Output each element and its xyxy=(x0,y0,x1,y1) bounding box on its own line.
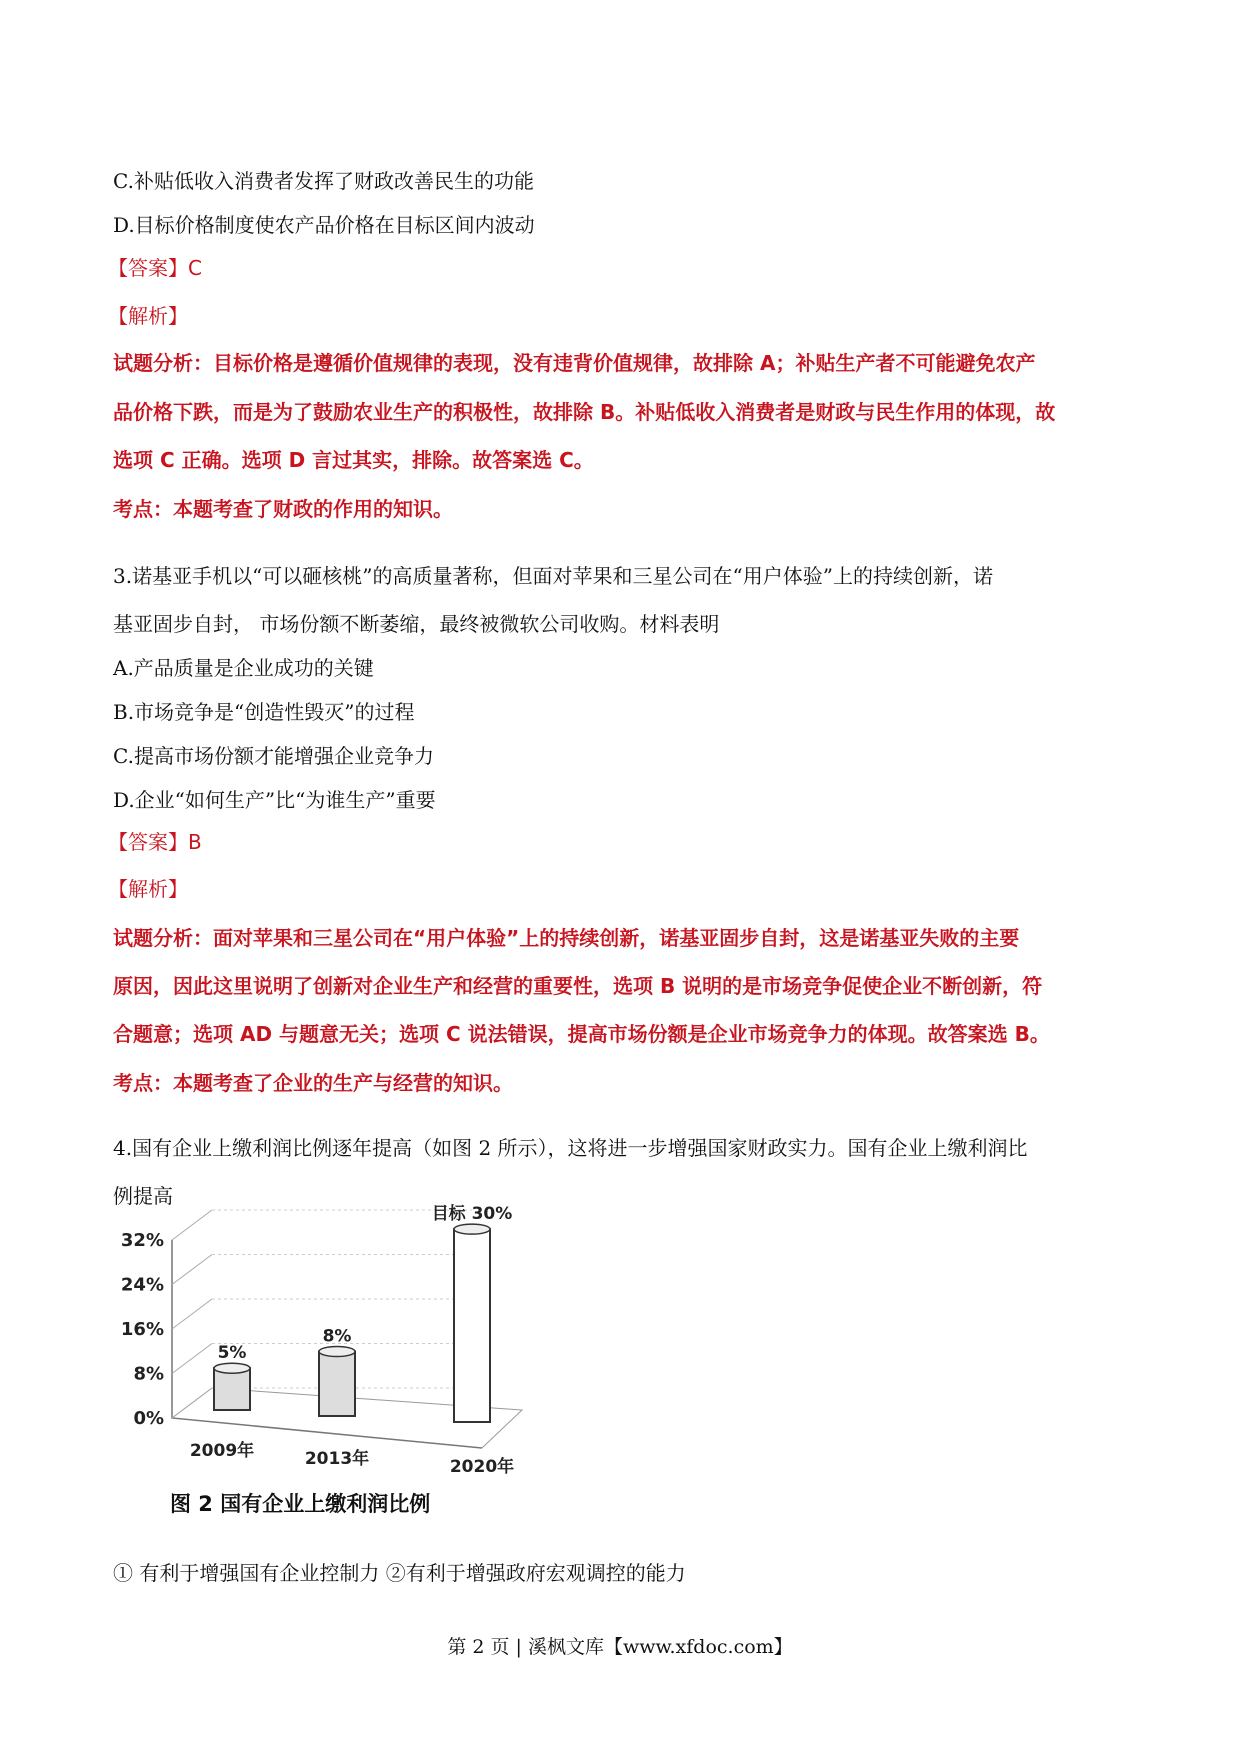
q3-option-c: C.提高市场份额才能增强企业竞争力 xyxy=(113,744,434,768)
q3-analysis-line-3: 合题意；选项 AD 与题意无关；选项 C 说法错误，提高市场份额是企业市场竞争力的体现。故答案选 B。 xyxy=(113,1022,1050,1046)
q2-analysis-line-1: 试题分析：目标价格是遵循价值规律的表现，没有违背价值规律，故排除 A；补贴生产者不可能避免农产 xyxy=(113,351,1036,375)
bar-body xyxy=(214,1368,250,1410)
q3-option-a: A.产品质量是企业成功的关键 xyxy=(113,656,374,680)
answer-value: B xyxy=(188,830,202,854)
x-tick-label: 2013年 xyxy=(304,1449,370,1469)
q4-stem-line-1: 4.国有企业上缴利润比例逐年提高（如图 2 所示），这将进一步增强国家财政实力。国有企业上缴利润比 xyxy=(113,1136,1028,1160)
bar xyxy=(454,1224,490,1422)
bar-body xyxy=(319,1352,355,1417)
x-tick-label: 2020年 xyxy=(449,1457,515,1477)
q2-option-d: D.目标价格制度使农产品价格在目标区间内波动 xyxy=(113,213,535,237)
q4-options-1-2: ① 有利于增强国有企业控制力 ②有利于增强政府宏观调控的能力 xyxy=(113,1561,686,1585)
q3-answer xyxy=(108,826,202,855)
y-tick-label: 32% xyxy=(120,1230,164,1251)
page-footer: 第 2 页 | 溪枫文库【www.xfdoc.com】 xyxy=(447,1636,793,1658)
q3-analysis-line-2: 原因，因此这里说明了创新对企业生产和经营的重要性，选项 B 说明的是市场竞争促使企业不断创新，符 xyxy=(113,974,1043,998)
y-tick-label: 0% xyxy=(133,1408,164,1429)
gridline xyxy=(172,1210,212,1240)
gridline xyxy=(172,1299,212,1329)
data-label: 8% xyxy=(322,1326,352,1347)
gridline xyxy=(172,1388,212,1418)
q2-point: 考点：本题考查了财政的作用的知识。 xyxy=(113,497,453,521)
answer-value: C xyxy=(188,256,202,280)
bar xyxy=(214,1363,250,1410)
q3-stem-line-2: 基亚固步自封， 市场份额不断萎缩，最终被微软公司收购。材料表明 xyxy=(113,612,720,636)
q3-analysis-line-1: 试题分析：面对苹果和三星公司在“用户体验”上的持续创新，诺基亚固步自封，这是诺基亚失败的主要 xyxy=(113,926,1020,950)
profit-ratio-bar-chart xyxy=(110,1204,530,1488)
q3-option-d: D.企业“如何生产”比“为谁生产”重要 xyxy=(113,788,436,812)
q3-point: 考点：本题考查了企业的生产与经营的知识。 xyxy=(113,1071,513,1095)
bar xyxy=(319,1347,355,1417)
q2-analysis-line-3: 选项 C 正确。选项 D 言过其实，排除。故答案选 C。 xyxy=(113,448,594,472)
gridline xyxy=(172,1255,212,1285)
y-tick-label: 24% xyxy=(120,1274,164,1296)
q2-analysis-line-2: 品价格下跌，而是为了鼓励农业生产的积极性，故排除 B。补贴低收入消费者是财政与民生作用的体现，故 xyxy=(113,400,1056,424)
q3-stem-line-1: 3.诺基亚手机以“可以砸核桃”的高质量著称，但面对苹果和三星公司在“用户体验”上的持续创新，诺 xyxy=(113,564,993,588)
y-tick-label: 16% xyxy=(120,1319,164,1340)
q2-option-c: C.补贴低收入消费者发挥了财政改善民生的功能 xyxy=(113,169,534,193)
answer-tag: 【答案】 xyxy=(108,830,188,854)
q3-analysis-tag: 【解析】 xyxy=(108,877,188,901)
q3-option-b: B.市场竞争是“创造性毁灭”的过程 xyxy=(113,700,415,724)
data-label: 目标 30% xyxy=(431,1204,513,1225)
x-tick-label: 2009年 xyxy=(189,1441,255,1461)
gridline xyxy=(172,1344,212,1374)
bar-top xyxy=(319,1347,355,1357)
bar-top xyxy=(454,1224,490,1234)
bar-body xyxy=(454,1229,490,1422)
y-tick-label: 8% xyxy=(133,1363,164,1385)
q2-answer xyxy=(108,252,202,281)
data-label: 5% xyxy=(217,1343,247,1364)
q2-analysis-tag: 【解析】 xyxy=(108,304,188,328)
bar-top xyxy=(214,1363,250,1373)
answer-tag: 【答案】 xyxy=(108,256,188,280)
figure-caption: 图 2 国有企业上缴利润比例 xyxy=(170,1492,431,1516)
q4-stem-line-2: 例提高 xyxy=(113,1184,173,1208)
